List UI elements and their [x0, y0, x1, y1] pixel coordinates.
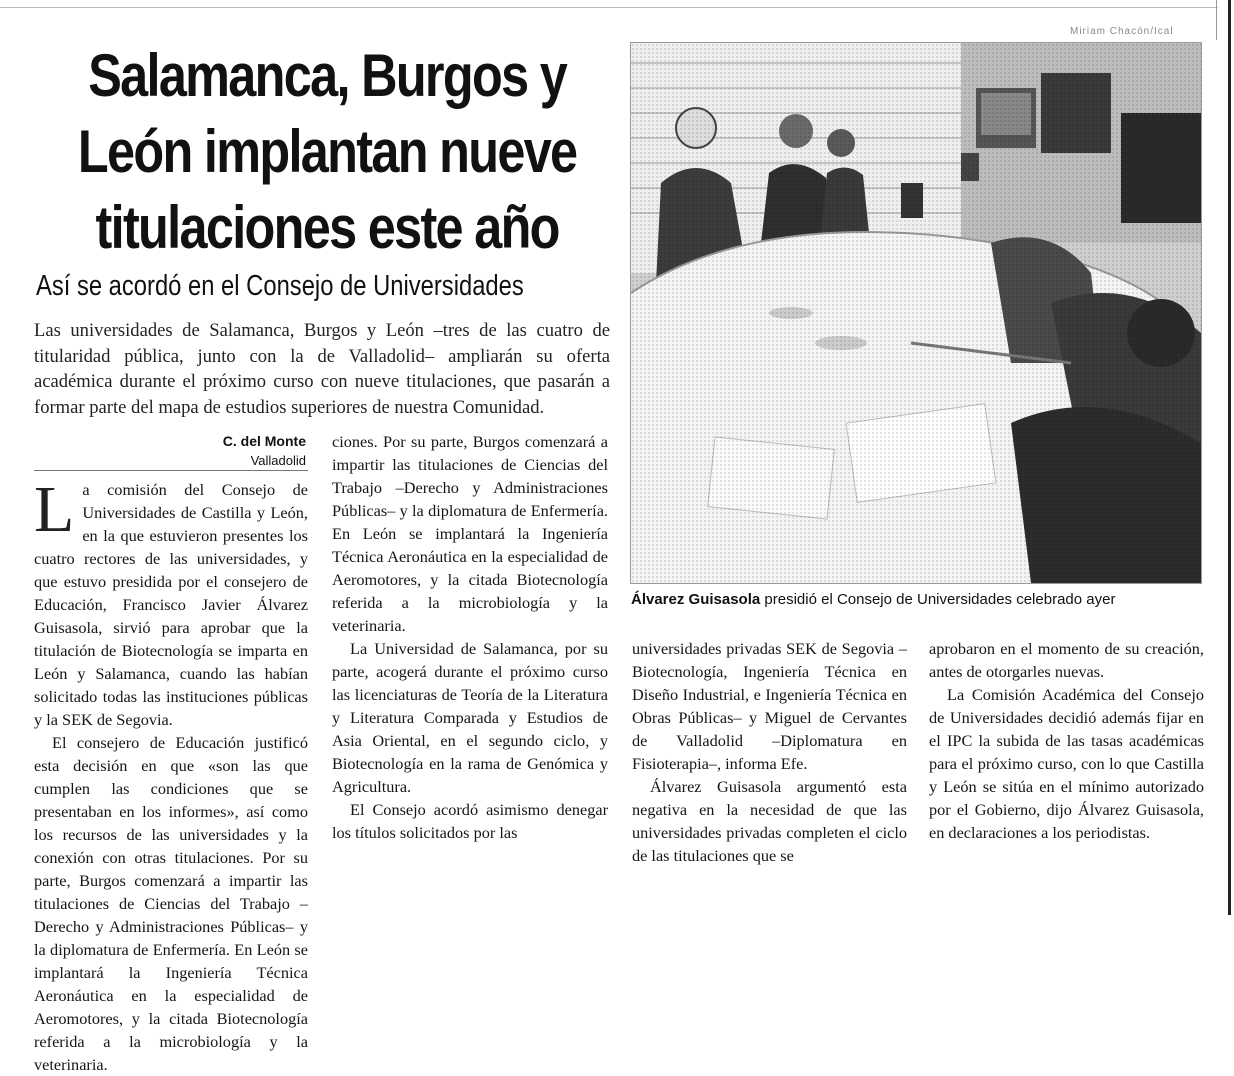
article-column-4	[929, 637, 1204, 844]
byline-author: C. del Monte	[222, 433, 306, 449]
meeting-photo	[630, 42, 1202, 584]
body-paragraph-5-continued: aprobaron en el momento de su creación, antes de otorgarles nuevas.	[929, 639, 1204, 681]
byline-place: Valladolid	[250, 453, 306, 468]
right-thin-rule	[1216, 0, 1217, 40]
headline-line-2: León implantan nueve	[77, 118, 577, 185]
body-paragraph-4-continued: universidades privadas SEK de Segovia –Biotecnología, Ingeniería Técnica en Diseño Industrial, e Ingeniería Técnica en Obras Públicas– y Miguel de Cervantes de Valladolid –Diplomatura en Fisioterapia–, informa Efe.	[632, 639, 907, 773]
caption-name: Álvarez Guisasola	[631, 591, 761, 608]
headline-line-1: Salamanca, Burgos y	[88, 42, 567, 109]
article-column-2	[332, 430, 608, 844]
top-rule	[0, 7, 1218, 8]
headline	[34, 38, 620, 266]
right-thick-rule	[1228, 0, 1231, 915]
article-column-1	[34, 473, 308, 1074]
photo-caption	[631, 591, 1221, 608]
caption-text: presidió el Consejo de Universidades celebrado ayer	[760, 591, 1116, 608]
photo-credit: Miriam Chacón/Ical	[1070, 26, 1174, 37]
meeting-photo-illustration	[631, 43, 1201, 583]
byline-rule	[34, 470, 308, 471]
body-paragraph-5-start: Álvarez Guisasola argumentó esta negativa en la necesidad de que las universidades privadas completen el ciclo de las titulaciones que se	[632, 777, 907, 865]
headline-line-3: titulaciones este año	[95, 194, 559, 261]
body-paragraph-1: a comisión del Consejo de Universidades de Castilla y León, en la que estuvieron presentes los cuatro rectores de las universidades, y que estuvo presidida por el consejero de Educación, Francisco Javier Álvarez Guisasola, sirvió para aprobar que la titulación de Biotecnología se imparta en León y Salamanca, cuando las habían solicitado todas las instituciones públicas y la SEK de Segovia.	[34, 480, 308, 729]
lead-paragraph: Las universidades de Salamanca, Burgos y León –tres de las cuatro de titularidad pública, junto con la de Valladolid– ampliarán su oferta académica durante el próximo curso con nueve titulaciones, que pasarán a formar parte del mapa de estudios superiores de nuestra Comunidad.	[34, 320, 610, 418]
body-paragraph-2-continued: ciones. Por su parte, Burgos comenzará a impartir las titulaciones de Ciencias del Trabajo –Derecho y Administraciones Públicas– y la diplomatura de Enfermería. En León se implantará la Ingeniería Técnica Aeronáutica en la especialidad de Aeromotores, y la citada Biotecnología referida a la microbiología y la veterinaria.	[332, 432, 608, 635]
drop-cap: L	[34, 473, 75, 546]
body-paragraph-4-start: El Consejo acordó asimismo denegar los títulos solicitados por las	[332, 800, 608, 842]
subheadline: Así se acordó en el Consejo de Universidades	[36, 270, 524, 302]
body-paragraph-3: La Universidad de Salamanca, por su parte, acogerá durante el próximo curso las licenciaturas de Teoría de la Literatura y Literatura Comparada y Estudios de Asia Oriental, en el segundo ciclo, y Biotecnología en la rama de Genómica y Agricultura.	[332, 639, 608, 796]
body-paragraph-6: La Comisión Académica del Consejo de Universidades decidió además fijar en el IPC la subida de las tasas académicas para el próximo curso, con lo que Castilla y León se sitúa en el mínimo autorizado por el Gobierno, dijo Álvarez Guisasola, en declaraciones a los periodistas.	[929, 685, 1204, 842]
article-column-3	[632, 637, 907, 867]
body-paragraph-2: El consejero de Educación justificó esta decisión en que «son las que cumplen las condiciones que se presentaban en los informes», así como los recursos de las universidades y la conexión con otras titulaciones. Por su parte, Burgos comenzará a impartir las titulaciones de Ciencias del Trabajo –Derecho y Administraciones Públicas– y la diplomatura de Enfermería. En León se implantará la Ingeniería Técnica Aeronáutica en la especialidad de Aeromotores, y la citada Biotecnología referida a la microbiología y la veterinaria.	[34, 733, 308, 1074]
